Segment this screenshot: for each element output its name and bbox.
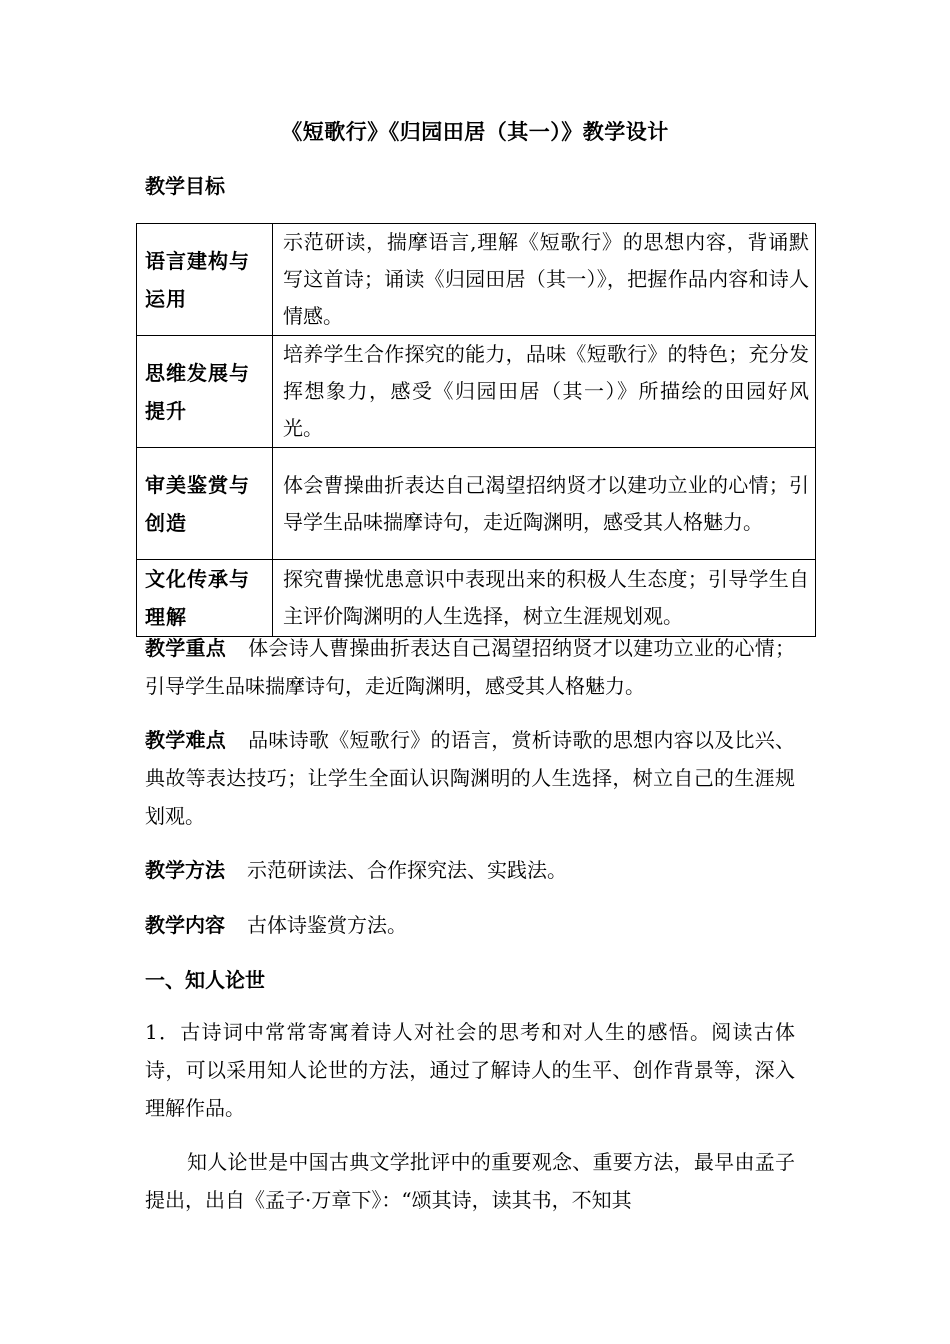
objective-description: 培养学生合作探究的能力，品味《短歌行》的特色；充分发挥想象力，感受《归园田居（其一）》所描绘的田园好风光。 (273, 336, 816, 448)
difficulties-paragraph (145, 721, 795, 835)
objective-description: 探究曹操忧患意识中表现出来的积极人生态度；引导学生自主评价陶渊明的人生选择，树立生涯规划观。 (273, 560, 816, 637)
methods-text: 示范研读法、合作探究法、实践法。 (247, 858, 567, 882)
content-paragraph (145, 906, 795, 944)
key-points-text: 体会诗人曹操曲折表达自己渴望招纳贤才以建功立业的心情；引导学生品味揣摩诗句，走近陶渊明，感受其人格魅力。 (145, 636, 796, 698)
key-points-label: 教学重点 (145, 636, 227, 660)
table-row (137, 224, 816, 336)
document-title: 《短歌行》《归园田居（其一）》教学设计 (281, 120, 669, 144)
objective-category: 文化传承与理解 (137, 560, 273, 637)
methods-paragraph (145, 851, 795, 889)
section-heading: 一、知人论世 (145, 968, 265, 992)
objective-category: 审美鉴赏与创造 (137, 448, 273, 560)
objective-category: 思维发展与提升 (137, 336, 273, 448)
objectives-table (136, 223, 816, 637)
key-points-paragraph (145, 629, 795, 705)
difficulties-text: 品味诗歌《短歌行》的语言，赏析诗歌的思想内容以及比兴、典故等表达技巧；让学生全面认识陶渊明的人生选择，树立自己的生涯规划观。 (145, 728, 796, 828)
table-row (137, 448, 816, 560)
objectives-heading: 教学目标 (145, 174, 225, 198)
table-row (137, 336, 816, 448)
difficulties-label: 教学难点 (145, 728, 227, 752)
objective-description: 示范研读，揣摩语言,理解《短歌行》的思想内容，背诵默写这首诗；诵读《归园田居（其一）》，把握作品内容和诗人情感。 (273, 224, 816, 336)
objective-category: 语言建构与运用 (137, 224, 273, 336)
content-label: 教学内容 (145, 913, 225, 937)
content-text: 古体诗鉴赏方法。 (247, 913, 407, 937)
methods-label: 教学方法 (145, 858, 225, 882)
body-paragraph: 知人论世是中国古典文学批评中的重要观念、重要方法，最早由孟子提出，出自《孟子·万章下》：“颂其诗，读其书，不知其 (145, 1150, 795, 1212)
body-paragraph: 1．古诗词中常常寄寓着诗人对社会的思考和对人生的感悟。阅读古体诗，可以采用知人论世的方法，通过了解诗人的生平、创作背景等，深入理解作品。 (145, 1020, 795, 1120)
objective-description: 体会曹操曲折表达自己渴望招纳贤才以建功立业的心情；引导学生品味揣摩诗句，走近陶渊明，感受其人格魅力。 (273, 448, 816, 560)
table-row (137, 560, 816, 637)
